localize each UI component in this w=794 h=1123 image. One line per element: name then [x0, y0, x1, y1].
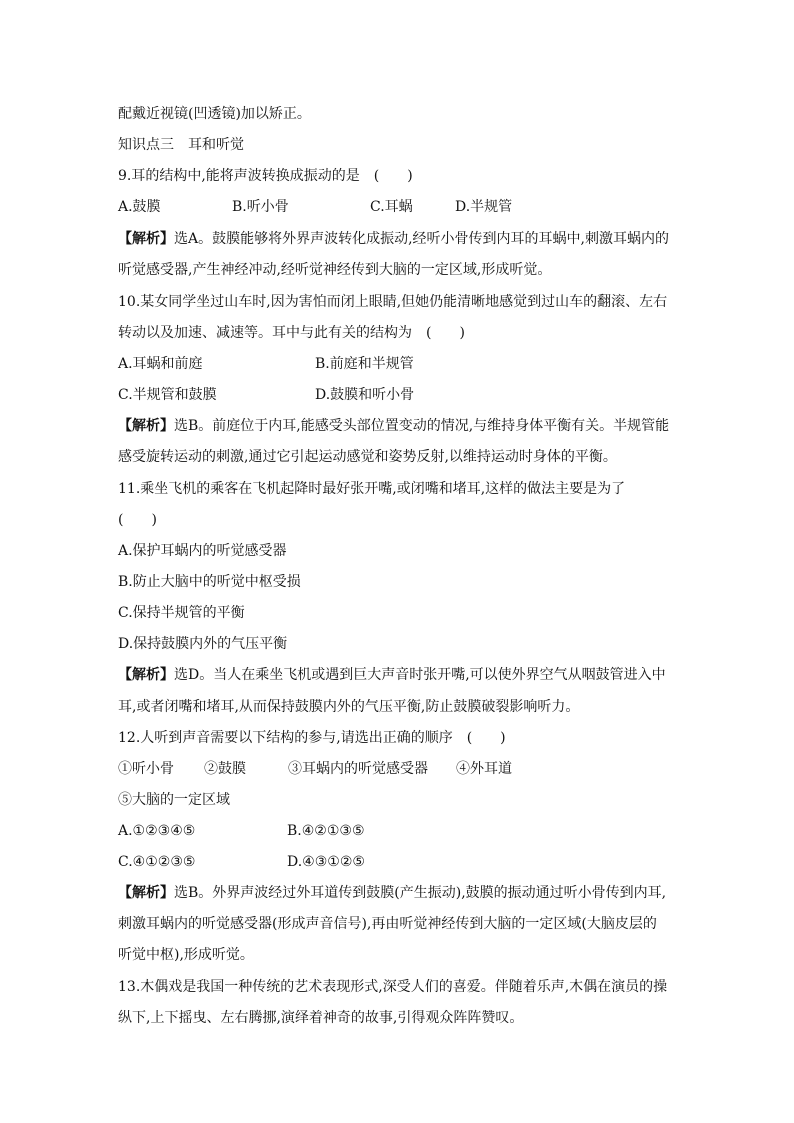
q12-item-5: ⑤大脑的一定区域: [118, 792, 230, 808]
q10-analysis-line-2: 感受旋转运动的刺激,通过它引起运动感觉和姿势反射,以维持运动时身体的平衡。: [118, 449, 617, 465]
q11-option-d: D.保持鼓膜内外的气压平衡: [118, 636, 288, 652]
q10-option-d: D.鼓膜和听小骨: [315, 387, 415, 403]
question-9-stem: 9.耳的结构中,能将声波转换成振动的是 ( ): [118, 168, 413, 184]
q10-option-b: B.前庭和半规管: [315, 356, 414, 372]
q12-analysis-line-1: [118, 883, 666, 903]
q12-option-d: D.④③①②⑤: [287, 854, 365, 870]
q9-option-d: D.半规管: [455, 199, 513, 215]
q12-option-c: C.④①②③⑤: [118, 854, 196, 870]
analysis-label: 【解析】: [118, 231, 174, 247]
q9-analysis-line-2: 听觉感受器,产生神经冲动,经听觉神经传到大脑的一定区域,形成听觉。: [118, 262, 552, 278]
q9-option-b: B.听小骨: [232, 199, 289, 215]
analysis-text: 选A。鼓膜能够将外界声波转化成振动,经听小骨传到内耳的耳蜗中,刺激耳蜗内的: [174, 231, 670, 247]
question-10-stem-line-1: 10.某女同学坐过山车时,因为害怕而闭上眼睛,但她仍能清晰地感觉到过山车的翻滚、左右: [118, 294, 668, 310]
q12-item-1: ①听小骨: [118, 761, 174, 777]
q12-item-4: ④外耳道: [456, 761, 512, 777]
section-heading: 知识点三 耳和听觉: [118, 137, 244, 153]
q12-option-a: A.①②③④⑤: [118, 823, 196, 839]
q10-analysis-line-1: [118, 416, 669, 436]
analysis-label: 【解析】: [118, 418, 174, 434]
question-13-stem-line-1: 13.木偶戏是我国一种传统的艺术表现形式,深受人们的喜爱。伴随着乐声,木偶在演员的操: [118, 979, 668, 995]
analysis-label: 【解析】: [118, 667, 174, 683]
q12-item-2: ②鼓膜: [204, 761, 246, 777]
analysis-text: 选B。外界声波经过外耳道传到鼓膜(产生振动),鼓膜的振动通过听小骨传到内耳,: [174, 885, 667, 901]
question-11-stem-line-2: ( ): [118, 512, 157, 528]
q11-analysis-line-1: [118, 665, 666, 685]
q9-option-a: A.鼓膜: [118, 199, 161, 215]
intro-tail-text: 配戴近视镜(凹透镜)加以矫正。: [118, 106, 311, 122]
q12-item-3: ③耳蜗内的听觉感受器: [288, 761, 428, 777]
q11-option-a: A.保护耳蜗内的听觉感受器: [118, 543, 287, 559]
q10-option-a: A.耳蜗和前庭: [118, 356, 203, 372]
analysis-label: 【解析】: [118, 885, 174, 901]
q12-analysis-line-2: 刺激耳蜗内的听觉感受器(形成声音信号),再由听觉神经传到大脑的一定区域(大脑皮层的: [118, 916, 657, 932]
q10-option-c: C.半规管和鼓膜: [118, 387, 217, 403]
question-11-stem-line-1: 11.乘坐飞机的乘客在飞机起降时最好张开嘴,或闭嘴和堵耳,这样的做法主要是为了: [118, 481, 626, 497]
q11-option-c: C.保持半规管的平衡: [118, 605, 245, 621]
analysis-text: 选D。当人在乘坐飞机或遇到巨大声音时张开嘴,可以使外界空气从咽鼓管进入中: [174, 667, 666, 683]
question-10-stem-line-2: 转动以及加速、减速等。耳中与此有关的结构为 ( ): [118, 325, 465, 341]
q9-option-c: C.耳蜗: [370, 199, 413, 215]
q11-option-b: B.防止大脑中的听觉中枢受损: [118, 574, 301, 590]
q12-analysis-line-3: 听觉中枢),形成听觉。: [118, 947, 254, 963]
question-13-stem-line-2: 纵下,上下摇曳、左右腾挪,演绎着神奇的故事,引得观众阵阵赞叹。: [118, 1010, 524, 1026]
q11-analysis-line-2: 耳,或者闭嘴和堵耳,从而保持鼓膜内外的气压平衡,防止鼓膜破裂影响听力。: [118, 699, 580, 715]
question-12-stem: 12.人听到声音需要以下结构的参与,请选出正确的顺序 ( ): [118, 730, 506, 746]
q12-option-b: B.④②①③⑤: [287, 823, 365, 839]
q9-analysis-line-1: [118, 229, 669, 249]
analysis-text: 选B。前庭位于内耳,能感受头部位置变动的情况,与维持身体平衡有关。半规管能: [174, 418, 670, 434]
